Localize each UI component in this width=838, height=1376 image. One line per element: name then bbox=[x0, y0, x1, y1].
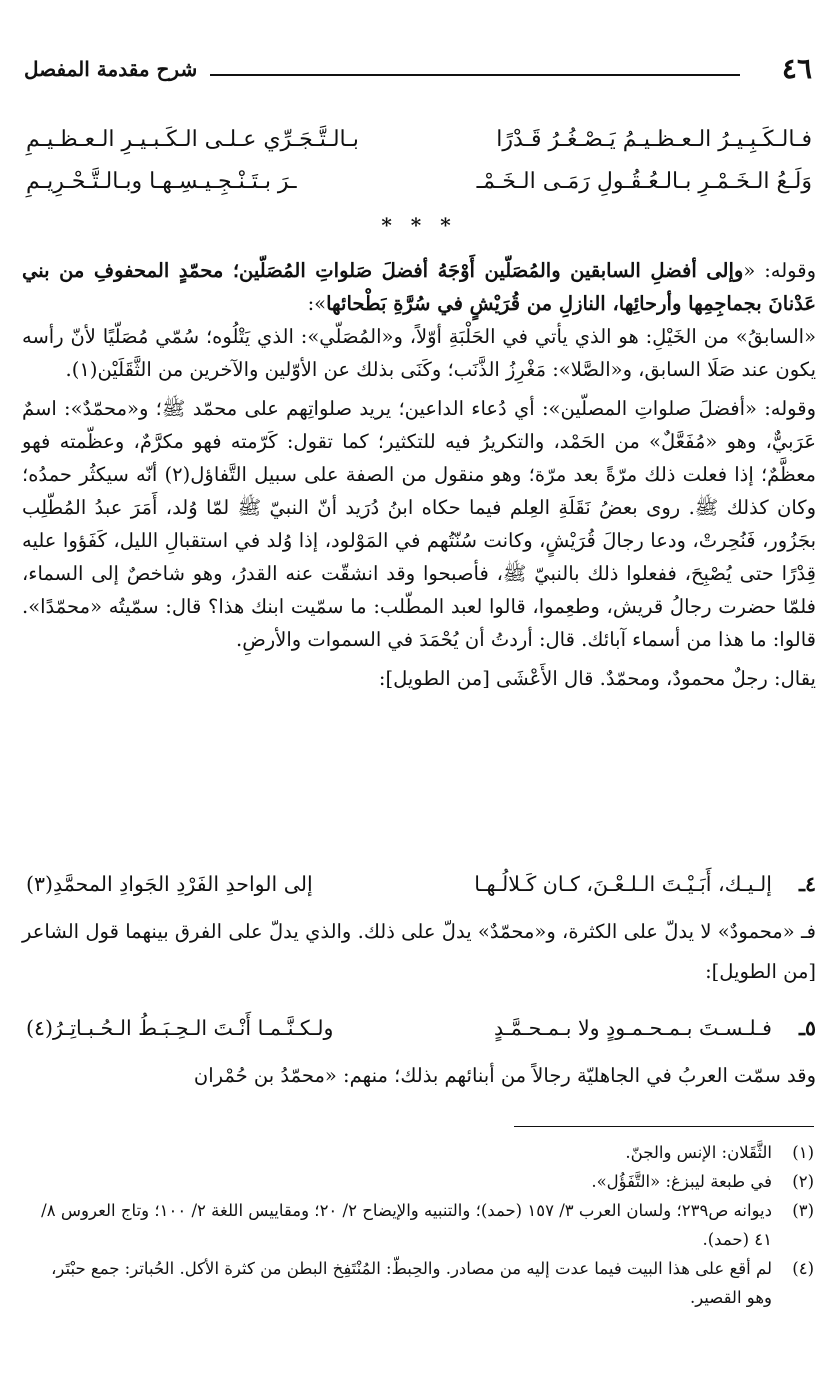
hemistich-first: فـالـكَـبِـيـرُ الـعـظـيـمُ يَـصْـغُـرُ قَـدْرًا bbox=[496, 127, 812, 152]
quote-close: »: bbox=[307, 292, 327, 315]
footnotes bbox=[22, 1138, 816, 1312]
hemistich-second: ولـكـنَّـمـا أَنْـتَ الـحِـبَـطُ الـحُـبـاتِـرُ(٤) bbox=[26, 1016, 334, 1040]
footnote-number: (٢) bbox=[792, 1172, 814, 1191]
footnote bbox=[22, 1254, 816, 1312]
commentary-paragraph: «السابقُ» من الخَيْلِ: هو الذي يأتي في الحَلْبَةِ أوّلاً، و«المُصَلّي»: الذي يَتْلُوه؛ سُمّي مُصَلّيًا لأنّ رأسه يكون عند صَلَا السابق، و«الصَّلا»: مَغْرِزُ الذَّنَب؛ وكَنَى بذلك عن الأوّلين والآخرين من الثَّقَلَيْن(١). bbox=[22, 325, 816, 381]
footnote bbox=[22, 1138, 816, 1167]
verse-intro: يقال: رجلٌ محمودٌ، ومحمّدٌ. قال الأَعْشَى [من الطويل]: bbox=[378, 667, 816, 690]
section-separator: * * * bbox=[381, 213, 457, 237]
footnote-text: في طبعة ليبزغ: «التَّفَؤُل». bbox=[591, 1172, 772, 1191]
verse-line bbox=[26, 1010, 816, 1046]
hemistich-second: بـالـتَّـجَـرِّي عـلـى الـكَـبـيـرِ الـعـظـيـمِ bbox=[26, 127, 359, 152]
quoted-text: وإلى أفضلِ السابقين والمُصَلّين أَوْجَهُ أفضلَ صَلواتِ المُصَلّين؛ محمّدٍ المحفوفِ من بني عَدْنانَ بجماجِمِها وأرحائِها، النازلِ من قُرَيْشٍ في سُرَّةِ بَطْحائها bbox=[22, 259, 816, 315]
hemistich-first: وَلَـعُ الـخَـمْـرِ بـالـعُـقُـولِ رَمَـى الـخَـمْـ bbox=[476, 169, 812, 194]
couplet-line bbox=[26, 120, 812, 160]
hemistich-second: إلى الواحدِ الفَرْدِ الجَوادِ المحمَّدِ(٣) bbox=[26, 872, 313, 896]
commentary-paragraph: وقوله: «أفضلَ صلواتِ المصلّين»: أي دُعاء الداعين؛ يريد صلواتِهم على محمّد ﷺ؛ و«محمّدٌ»: اسمٌ عَرَبيٌّ، وهو «مُفَعَّلٌ» من الحَمْد، والتكريرُ فيه للتكثير؛ كما تقول: كَرّمته فهو مكرَّمٌ، وعظّمته فهو معظَّمٌ؛ إذا فعلت ذلك مرّةً بعد مرّة؛ وهو منقول من الصفة على سبيل التَّفاؤل(٢) أنّه سيكثُر حمدُه؛ وكان كذلك ﷺ. روى بعضُ نَقَلَةِ العِلم فيما حكاه ابنُ دُرَيد أنّ النبيّ ﷺ لمّا وُلد، أَمَرَ عبدُ المُطّلِب بجَزُور، فَنُحِرتْ، ودعا رجالَ قُرَيْشٍ، وكانت سُنّتُهم في المَوْلود، إذا وُلد في استقبالِ الليل، كَفَؤوا عليه قِدْرًا حتى يُصْبِحَ، ففعلوا ذلك بالنبيّ ﷺ، فأصبحوا وقد انشقّت عنه القدرُ، وهو شاخصٌ إلى السماء، فلمّا حضرت رجالُ قريش، وطعِموا، قالوا لعبد المطّلب: ما سمّيت ابنك هذا؟ قال: سمّيتُه «محمّدًا». قالوا: ما هذا من أسماء آبائك. قال: أردتُ أن يُحْمَدَ في السموات والأرضِ. bbox=[22, 397, 817, 651]
paragraph-lead: وقوله: « bbox=[743, 259, 816, 282]
couplet-line bbox=[26, 162, 812, 202]
footnote-number: (١) bbox=[792, 1143, 814, 1162]
page-number: ٤٦ bbox=[781, 52, 812, 85]
hemistich-first: فـلـسـتَ بـمـحـمـودٍ ولا بـمـحـمَّـدٍ bbox=[494, 1016, 772, 1040]
commentary-paragraph: فـ «محمودٌ» لا يدلّ على الكثرة، و«محمّدٌ» يدلّ على ذلك. والذي يدلّ على الفرق بينهما قول الشاعر [من الطويل]: bbox=[22, 920, 816, 983]
footnote-number: (٤) bbox=[792, 1259, 814, 1278]
footnote-text: لم أقع على هذا البيت فيما عدت إليه من مصادر. والحِبطّ: المُنْتَفِخ البطن من كثرة الأكل. الحُباتر: جمع حبْتَر، وهو القصير. bbox=[51, 1259, 772, 1307]
quoted-paragraph bbox=[22, 254, 816, 320]
hemistich-first: إلـيـك، أَبَـيْـتَ الـلـعْـنَ، كـان كَـلالُـهـا bbox=[474, 872, 772, 896]
footnote-text: الثَّقَلان: الإنس والجنّ. bbox=[625, 1143, 772, 1162]
footnote-text: ديوانه ص٢٣٩؛ ولسان العرب ٣/ ١٥٧ (حمد)؛ والتنبيه والإيضاح ٢/ ٢٠؛ ومقاييس اللغة ٢/ ١٠٠؛ وتاج العروس ٨/ ٤١ (حمد). bbox=[41, 1201, 772, 1249]
verse-number: ٤ـ bbox=[798, 872, 816, 896]
page-header bbox=[22, 52, 818, 88]
running-title: شرح مقدمة المفصل bbox=[24, 57, 198, 81]
verse-line bbox=[26, 866, 816, 902]
main-text bbox=[22, 254, 816, 695]
header-rule bbox=[210, 74, 740, 76]
commentary-paragraph: وقد سمّت العربُ في الجاهليّة رجالاً من أبنائهم بذلك؛ منهم: «محمّدُ بن حُمْران bbox=[193, 1064, 816, 1087]
verse-number: ٥ـ bbox=[798, 1016, 816, 1040]
footnote bbox=[22, 1167, 816, 1196]
footnote-number: (٣) bbox=[792, 1201, 814, 1220]
footnote-rule bbox=[514, 1126, 814, 1127]
hemistich-second: ـرَ بـتَـنْـجِـيـسِـهـا وبـالـتَّـحْـرِيـمِ bbox=[26, 169, 297, 194]
footnote bbox=[22, 1196, 816, 1254]
